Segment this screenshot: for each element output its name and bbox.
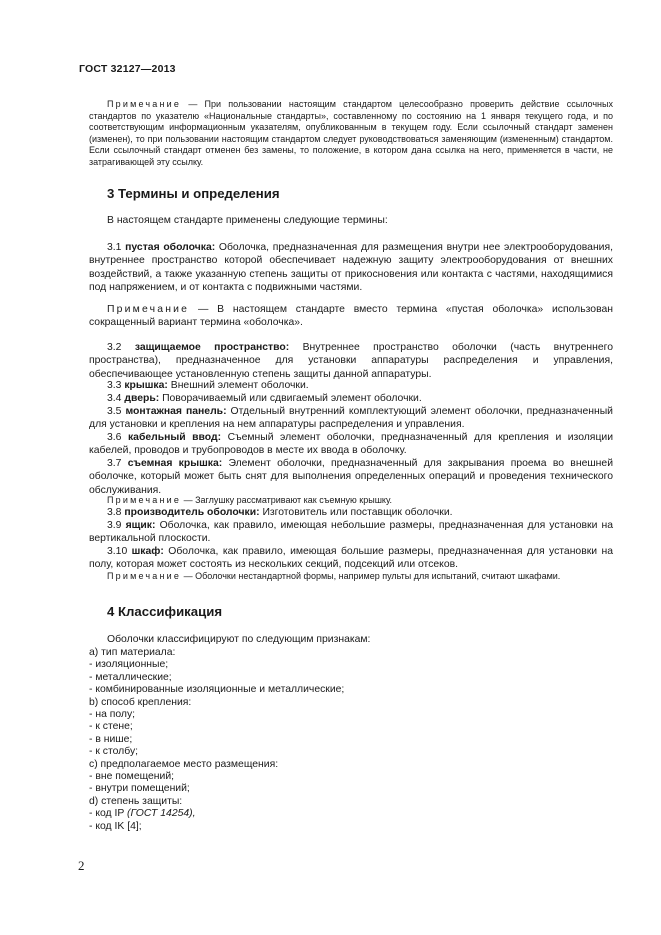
standard-reference: (ГОСТ 14254), <box>127 808 196 820</box>
note-label: Примечание <box>107 304 190 315</box>
term-name: защищаемое пространство: <box>134 342 290 353</box>
term-3-1: 3.1 пустая оболочка: Оболочка, предназначенная для размещения внутри нее электрооборудования, внутреннее пространство которой обеспечивает надежную защиту электрооборудования от внешних воздействий, а также указанную степень защиты от прикосновения или контакта с частями, находящимися под напряжением, и от контакта с подвижными частями. <box>89 242 613 294</box>
list-item: - комбинированные изоляционные и металлические; <box>89 684 345 696</box>
term-name: ящик: <box>125 520 156 531</box>
list-item-code-ip: - код IP (ГОСТ 14254), <box>89 808 196 820</box>
document-header: ГОСТ 32127—2013 <box>79 63 176 75</box>
list-item: c) предполагаемое место размещения: <box>89 758 279 770</box>
term-name: производитель оболочки: <box>124 507 260 518</box>
term-3-7: 3.7 съемная крышка: Элемент оболочки, предназначенный для закрывания проема во внешней оболочке, который может быть снят для выполнения определенных операций и проведения технического обслуживания. <box>89 458 614 496</box>
term-3-9: 3.9 ящик: Оболочка, как правило, имеющая небольшие размеры, предназначенная для установки на вертикальной плоскости. <box>89 520 614 545</box>
section-4-intro: Оболочки классифицируют по следующим признакам: <box>107 634 371 645</box>
section-3-heading: 3 Термины и определения <box>107 186 280 201</box>
term-3-6: 3.6 кабельный ввод: Съемный элемент оболочки, предназначенный для крепления и изоляции кабелей, проводов и трубопроводов в месте их ввода в оболочку. <box>89 432 613 457</box>
list-item: - вне помещений; <box>89 771 175 783</box>
note-label: Примечание <box>107 571 182 581</box>
classification-list <box>89 647 344 833</box>
section-3-intro: В настоящем стандарте применены следующие термины: <box>107 215 388 226</box>
term-3-3: 3.3 крышка: Внешний элемент оболочки. <box>107 380 309 391</box>
term-3-10: 3.10 шкаф: Оболочка, как правило, имеющая большие размеры, предназначенная для установки на полу, которая может состоять из нескольких секций, подсекций или отсеков. <box>89 546 613 571</box>
note-3-10: Примечание — Оболочки нестандартной формы, например пульты для испытаний, считают шкафами. <box>107 571 561 581</box>
list-item: - на полу; <box>89 709 136 721</box>
list-item: b) способ крепления: <box>89 696 192 708</box>
note-label: Примечание <box>107 99 182 109</box>
list-item-code-ik: - код IK [4]; <box>89 820 142 832</box>
list-item: - к стене; <box>89 721 133 733</box>
term-3-4: 3.4 дверь: Поворачиваемый или сдвигаемый элемент оболочки. <box>107 393 422 404</box>
list-item: d) степень защиты: <box>89 795 183 807</box>
list-item: а) тип материала: <box>89 647 176 658</box>
term-3-2: 3.2 защищаемое пространство: Внутреннее пространство оболочки (часть внутреннего пространства), предназначенное для установки аппаратуры распределения и управления, обеспечивающее установленную степень защиты данной аппаратуры. <box>89 342 613 380</box>
term-name: пустая оболочка: <box>125 242 216 253</box>
list-item: - металлические; <box>89 671 172 683</box>
note-3-7: Примечание — Заглушку рассматривают как съемную крышку. <box>107 495 393 505</box>
term-name: съемная крышка: <box>127 458 223 469</box>
note-text: — При пользовании настоящим стандартом целесообразно проверить действие ссылочных стандартов по указателю «Национальные стандарты», составленному по состоянию на 1 января текущего года, и по соответствующим информационным указателям, опубликованным в текущем году. Если ссылочный стандарт заменен (изменен), то при пользовании настоящим стандартом следует руководствоваться заменяющим (измененным) стандартом. Если ссылочный стандарт отменен без замены, то положение, в котором дана ссылка на него, применяется в части, не затрагивающей эту ссылку. <box>89 99 613 167</box>
term-name: шкаф: <box>131 546 164 557</box>
term-3-5: 3.5 монтажная панель: Отдельный внутренний комплектующий элемент оболочки, предназначенный для установки и крепления на нем аппаратуры распределения и управления. <box>89 406 613 431</box>
term-3-8: 3.8 производитель оболочки: Изготовитель или поставщик оболочки. <box>107 507 453 518</box>
note-3-1: Примечание — В настоящем стандарте вместо термина «пустая оболочка» использован сокращенный вариант термина «оболочка». <box>89 304 613 329</box>
note-label: Примечание <box>107 495 182 505</box>
term-name: дверь: <box>124 393 160 404</box>
term-name: крышка: <box>124 380 168 391</box>
term-name: кабельный ввод: <box>127 432 222 443</box>
list-item: - внутри помещений; <box>89 783 190 795</box>
note-references <box>89 99 613 169</box>
section-4-heading: 4 Классификация <box>107 604 223 619</box>
page-number: 2 <box>78 858 85 873</box>
list-item: - изоляционные; <box>89 659 169 671</box>
term-name: монтажная панель: <box>125 406 227 417</box>
list-item: - к столбу; <box>89 746 139 758</box>
list-item: - в нише; <box>89 733 133 745</box>
